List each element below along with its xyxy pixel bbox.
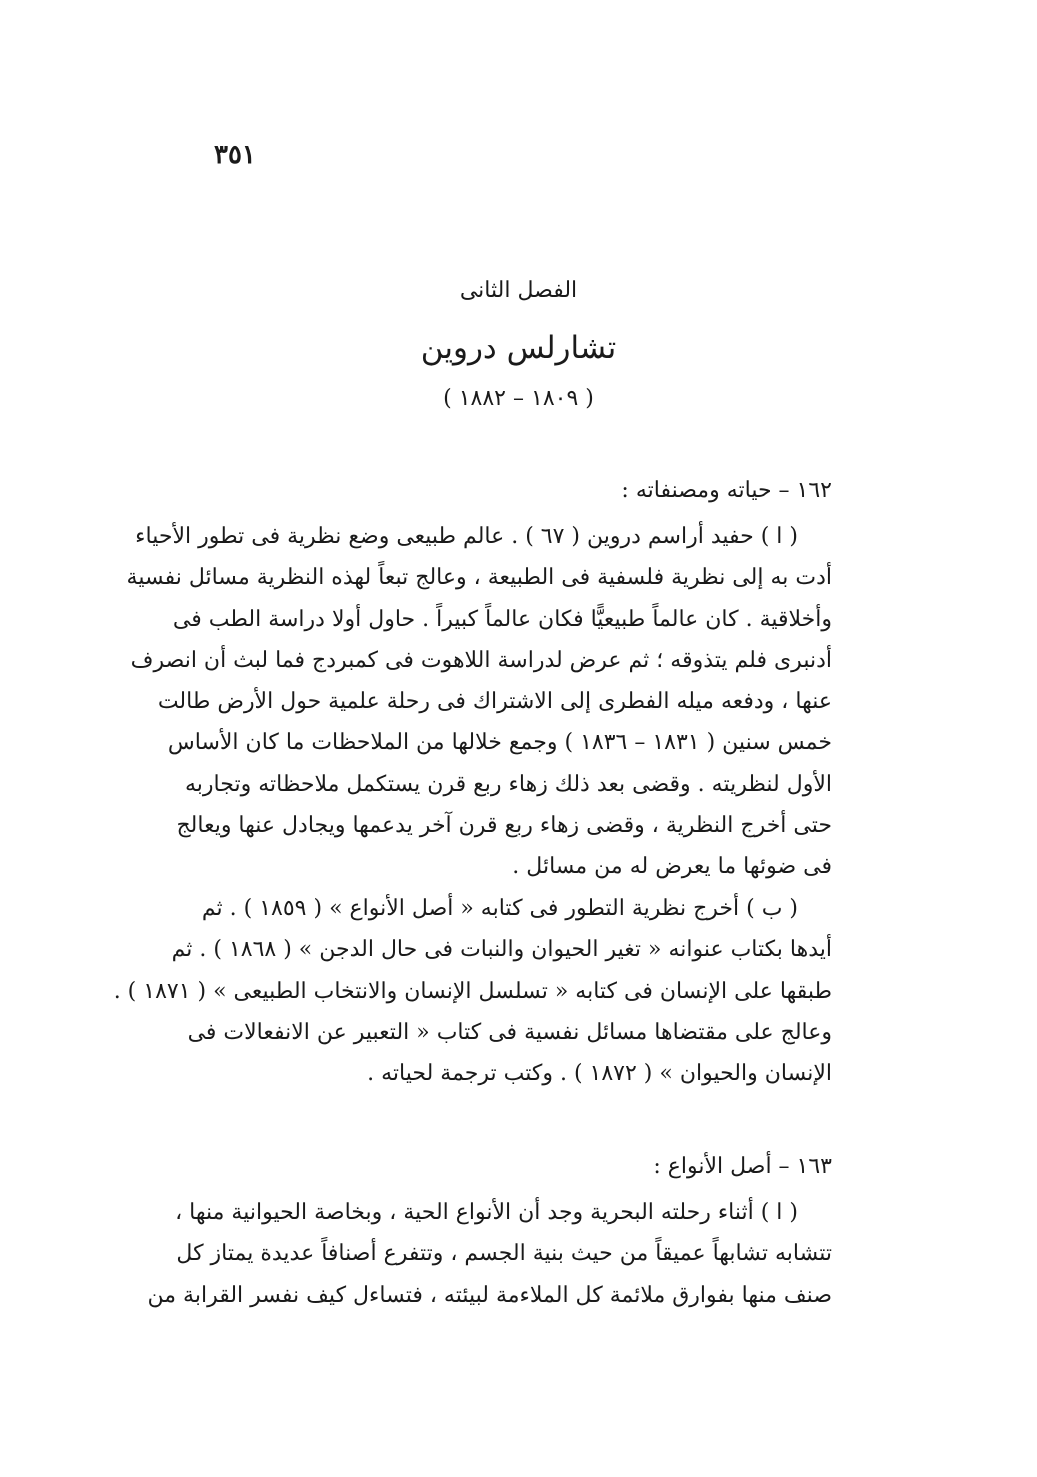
text-line: أدت به إلى نظرية فلسفية فى الطبيعة ، وعالج تبعاً لهذه النظرية مسائل نفسية	[126, 565, 832, 591]
text-line: ( ب ) أخرج نظرية التطور فى كتابه « أصل الأنواع » ( ١٨٥٩ ) . ثم	[201, 896, 798, 921]
chapter-dates: ( ١٨٠٩ – ١٨٨٢ )	[443, 386, 594, 411]
text-line: الإنسان والحيوان » ( ١٨٧٢ ) . وكتب ترجمة لحياته .	[367, 1061, 832, 1087]
section-heading-162: ١٦٢ – حياته ومصنفاته :	[621, 478, 832, 503]
section-163-paragraph-a	[147, 1192, 832, 1316]
text-line: أدنبرى فلم يتذوقه ؛ ثم عرض لدراسة اللاهوت فى كمبردج فما لبث أن انصرف	[130, 647, 832, 673]
chapter-label: الفصل الثانى	[459, 278, 578, 303]
text-line: عنها ، ودفعه ميله الفطرى إلى الاشتراك فى رحلة علمية حول الأرض طالت	[157, 689, 832, 715]
text-line: أيدها بكتاب عنوانه « تغير الحيوان والنبات فى حال الدجن » ( ١٨٦٨ ) . ثم	[171, 937, 832, 963]
text-line: ( ا ) أثناء رحلته البحرية وجد أن الأنواع الحية ، وبخاصة الحيوانية منها ،	[175, 1200, 798, 1225]
section-162-paragraph-a	[126, 516, 832, 888]
section-heading-163: ١٦٣ – أصل الأنواع :	[653, 1154, 832, 1179]
page-number: ٣٥١	[214, 140, 256, 170]
text-line: ( ا ) حفيد أراسم دروين ( ٦٧ ) . عالم طبيعى وضع نظرية فى تطور الأحياء	[135, 524, 798, 549]
text-line: وعالج على مقتضاها مسائل نفسية فى كتاب « التعبير عن الانفعالات فى	[187, 1019, 832, 1045]
text-line: حتى أخرج النظرية ، وقضى زهاء ربع قرن آخر يدعمها ويجادل عنها ويعالج	[176, 813, 832, 839]
chapter-title: تشارلس دروين	[420, 330, 617, 366]
text-line: صنف منها بفوارق ملائمة كل الملاءمة لبيئته ، فتساءل كيف نفسر القرابة من	[147, 1282, 832, 1308]
text-line: تتشابه تشابهاً عميقاً من حيث بنية الجسم ، وتتفرع أصنافاً عديدة يمتاز كل	[176, 1241, 832, 1267]
text-line: فى ضوئها ما يعرض له من مسائل .	[512, 854, 832, 880]
text-line: خمس سنين ( ١٨٣١ – ١٨٣٦ ) وجمع خلالها من الملاحظات ما كان الأساس	[167, 730, 832, 756]
section-162-paragraph-b	[113, 888, 832, 1094]
text-line: طبقها على الإنسان فى كتابه « تسلسل الإنسان والانتخاب الطبيعى » ( ١٨٧١ ) .	[113, 978, 832, 1004]
text-line: وأخلاقية . كان عالماً طبيعيًّا فكان عالماً كبيراً . حاول أولا دراسة الطب فى	[172, 606, 832, 632]
text-line: الأول لنظريته . وقضى بعد ذلك زهاء ربع قرن يستكمل ملاحظاته وتجاربه	[185, 771, 832, 797]
